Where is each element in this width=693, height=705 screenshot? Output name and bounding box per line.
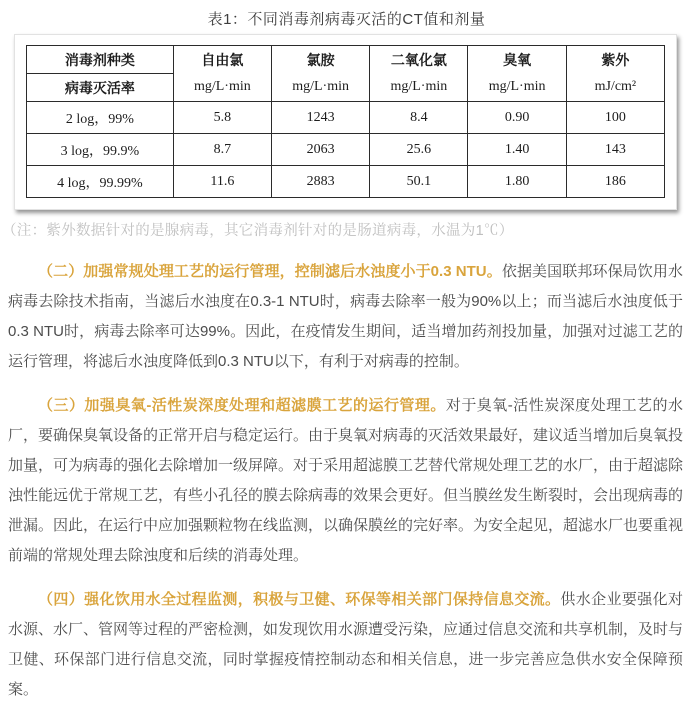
ct-value-cell: 0.90 xyxy=(468,102,566,134)
paragraph-lead: （三）加强臭氧-活性炭深度处理和超滤膜工艺的运行管理。 xyxy=(38,397,446,414)
paragraph-section-4 xyxy=(8,585,683,705)
column-unit: mg/L·min xyxy=(390,78,448,94)
ct-value-cell: 1243 xyxy=(271,102,369,134)
ct-value-cell: 143 xyxy=(566,134,664,166)
ct-value-cell: 11.6 xyxy=(173,166,271,198)
corner-cell-disinfectant-type: 消毒剂种类 xyxy=(27,46,174,74)
paragraph-text: 对于臭氧-活性炭深度处理工艺的水厂，要确保臭氧设备的正常开启与稳定运行。由于臭氧对病毒的灭活效果最好，建议适当增加后臭氧投加量，可为病毒的强化去除增加一级屏障。对于采用超滤膜工艺替代常规处理工艺的水厂，由于超滤除浊性能远优于常规工艺，有些小孔径的膜去除病毒的效果会更好。但当膜丝发生断裂时，会出现病毒的泄漏。因此，在运行中应加强颗粒物在线监测，以确保膜丝的完好率。为安全起见，超滤水厂也要重视前端的常规处理去除浊度和后续的消毒处理。 xyxy=(8,397,684,564)
header-row-top xyxy=(27,46,665,74)
table-row xyxy=(27,166,665,198)
column-header-ozone xyxy=(468,46,566,102)
column-header-free-chlorine xyxy=(173,46,271,102)
ct-table-container xyxy=(14,34,677,210)
corner-cell-inactivation-rate: 病毒灭活率 xyxy=(27,74,174,102)
column-header-chloramine xyxy=(271,46,369,102)
row-label: 4 log，99.99% xyxy=(27,166,174,198)
ct-value-cell: 8.4 xyxy=(370,102,468,134)
ct-value-cell: 5.8 xyxy=(173,102,271,134)
table-title: 表1：不同消毒剂病毒灭活的CT值和剂量 xyxy=(207,11,486,28)
row-label: 3 log，99.9% xyxy=(27,134,174,166)
paragraph-section-2 xyxy=(8,257,683,377)
table-note: （注：紫外数据针对的是腺病毒，其它消毒剂针对的是肠道病毒，水温为1℃） xyxy=(2,223,514,239)
ct-value-cell: 2063 xyxy=(271,134,369,166)
ct-value-cell: 1.40 xyxy=(468,134,566,166)
paragraph-text: 供水企业要强化对水源、水厂、管网等过程的严密检测，如发现饮用水源遭受污染，应通过信息交流和共享机制，及时与卫健、环保部门进行信息交流，同时掌握疫情控制动态和相关信息，进一步完善应急供水安全保障预案。 xyxy=(8,591,684,698)
table-row xyxy=(27,102,665,134)
column-name: 臭氧 xyxy=(503,53,532,69)
column-header-chlorine-dioxide xyxy=(370,46,468,102)
paragraph-text: 依据美国联邦环保局饮用水病毒去除技术指南，当滤后水浊度在0.3-1 NTU时，病毒去除率一般为90%以上；而当滤后水浊度低于0.3 NTU时，病毒去除率可达99%。因此，在疫情发生期间，适当增加药剂投加量，加强对过滤工艺的运行管理，将滤后水浊度降低到0.3 NTU以下，有利于对病毒的控制。 xyxy=(8,263,683,370)
article-body xyxy=(8,257,683,705)
column-name: 氯胺 xyxy=(306,53,335,69)
paragraph-lead: （四）强化饮用水全过程监测，积极与卫健、环保等相关部门保持信息交流。 xyxy=(38,591,561,608)
column-header-uv xyxy=(566,46,664,102)
ct-value-cell: 1.80 xyxy=(468,166,566,198)
ct-value-cell: 186 xyxy=(566,166,664,198)
column-name: 自由氯 xyxy=(201,53,244,69)
column-unit: mg/L·min xyxy=(193,78,251,94)
ct-table xyxy=(26,45,665,198)
table-row xyxy=(27,134,665,166)
column-name: 二氧化氯 xyxy=(390,53,447,69)
column-unit: mg/L·min xyxy=(292,78,349,94)
row-label: 2 log，99% xyxy=(27,102,174,134)
ct-value-cell: 2883 xyxy=(271,166,369,198)
column-unit: mg/L·min xyxy=(488,78,546,94)
paragraph-lead: （二）加强常规处理工艺的运行管理，控制滤后水浊度小于0.3 NTU。 xyxy=(38,263,502,280)
paragraph-section-3 xyxy=(8,391,683,571)
ct-value-cell: 50.1 xyxy=(370,166,468,198)
ct-value-cell: 25.6 xyxy=(370,134,468,166)
ct-value-cell: 8.7 xyxy=(173,134,271,166)
column-name: 紫外 xyxy=(601,53,630,69)
column-unit: mJ/cm² xyxy=(594,78,637,94)
ct-value-cell: 100 xyxy=(566,102,664,134)
